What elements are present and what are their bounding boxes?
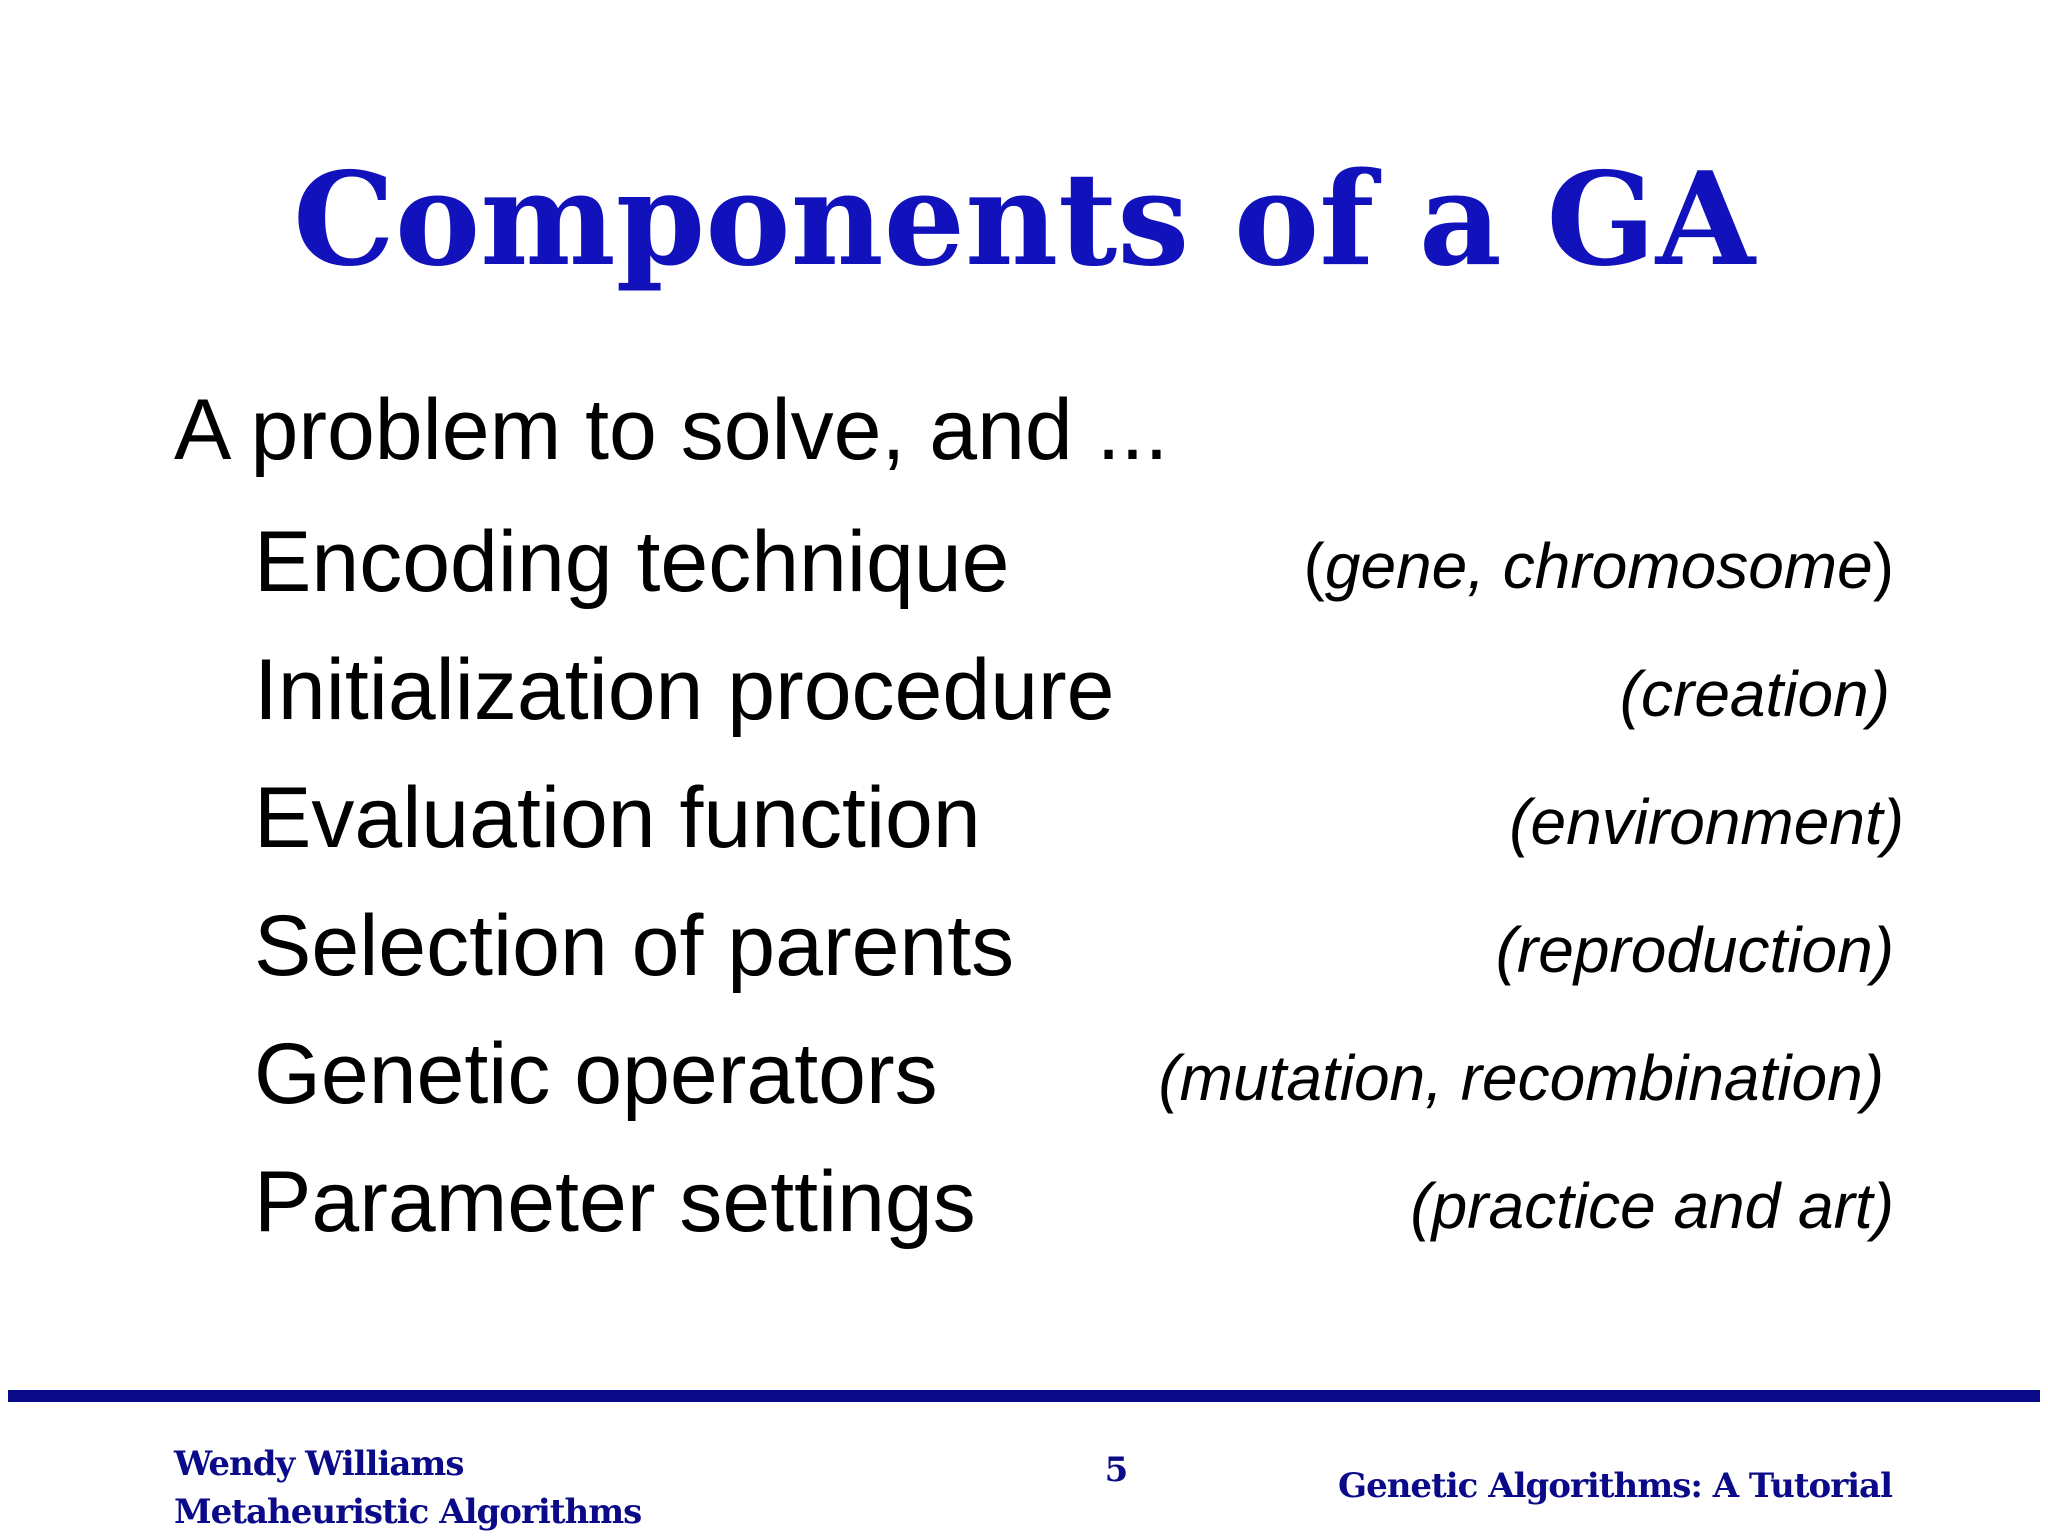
note-text: (mutation, recombination) (1158, 1042, 1884, 1114)
note-text: (practice and art) (1410, 1170, 1894, 1242)
item-note (1620, 654, 1890, 734)
list-item (254, 1152, 1894, 1252)
note-close-paren: ) (1872, 530, 1894, 602)
item-label: Encoding technique (254, 514, 1010, 610)
item-note (1410, 1166, 1894, 1246)
list-item (254, 640, 1894, 740)
intro-text: A problem to solve, and ... (174, 382, 1169, 478)
footer-course: Metaheuristic Algorithms (174, 1492, 642, 1532)
list-item (254, 768, 1904, 868)
footer-divider (8, 1390, 2040, 1402)
footer-presentation-title: Genetic Algorithms: A Tutorial (1338, 1466, 1892, 1506)
slide-title: Components of a GA (293, 145, 1755, 295)
item-label: Genetic operators (254, 1026, 938, 1122)
note-text: (reproduction) (1495, 914, 1894, 986)
item-note (1158, 1038, 1884, 1118)
note-text: (environment) (1509, 786, 1904, 858)
list-item (254, 1024, 1894, 1124)
item-note (1509, 782, 1904, 862)
page-number: 5 (1104, 1450, 1128, 1490)
item-label: Initialization procedure (254, 642, 1115, 738)
item-label: Parameter settings (254, 1154, 976, 1250)
list-item (254, 896, 1894, 996)
note-text: (creation) (1619, 658, 1890, 730)
item-label: Selection of parents (254, 898, 1015, 994)
note-open-paren: ( (1303, 530, 1325, 602)
footer-author: Wendy Williams (174, 1444, 464, 1484)
item-label: Evaluation function (254, 770, 981, 866)
note-text: gene, chromosome (1324, 530, 1873, 602)
list-item (254, 512, 1894, 612)
item-note (1304, 526, 1894, 606)
item-note (1496, 910, 1894, 990)
